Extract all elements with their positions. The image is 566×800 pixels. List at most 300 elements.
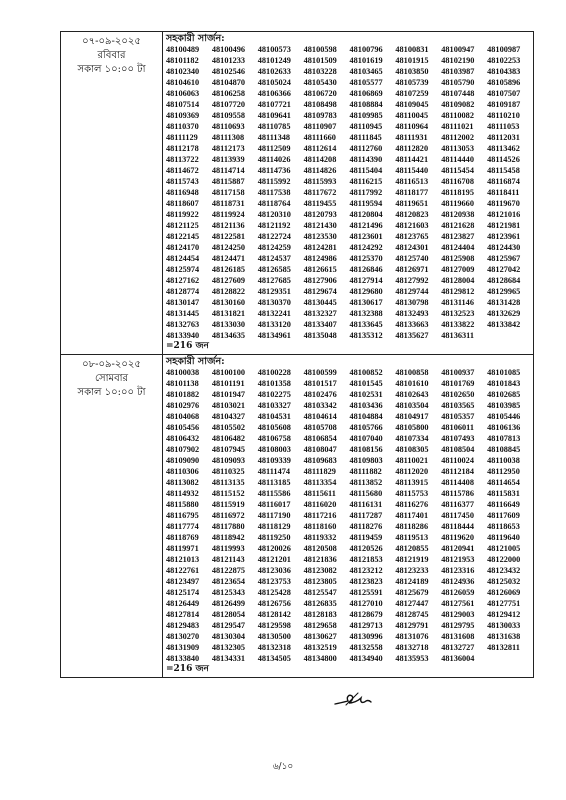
roll-number: 48117158 xyxy=(211,188,245,197)
roll-number: 48114714 xyxy=(211,166,245,175)
roll-number: 48125679 xyxy=(395,588,429,597)
roll-number: 48125740 xyxy=(395,254,429,263)
roll-number: 48115887 xyxy=(211,177,245,186)
roll-number: 48124986 xyxy=(303,254,337,263)
roll-number: 48101138 xyxy=(166,379,199,388)
roll-number: 48102643 xyxy=(395,390,429,399)
roll-number: 48118177 xyxy=(395,188,429,197)
roll-number: 48109683 xyxy=(303,456,337,465)
roll-number: 48116020 xyxy=(303,500,337,509)
roll-number: 48105024 xyxy=(257,78,291,87)
roll-number: 48116649 xyxy=(487,500,520,509)
roll-number: 48106136 xyxy=(487,423,521,432)
roll-number: 48111308 xyxy=(211,133,245,142)
total-count: =216 জন xyxy=(166,664,209,674)
roll-number: 48130500 xyxy=(257,632,291,641)
roll-number: 48107721 xyxy=(257,100,291,109)
roll-list-cell xyxy=(163,355,534,678)
roll-number: 48115680 xyxy=(349,489,383,498)
roll-number: 48117672 xyxy=(303,188,337,197)
roll-number: 48115440 xyxy=(395,166,429,175)
roll-number: 48128004 xyxy=(441,276,475,285)
roll-number: 48130160 xyxy=(211,298,246,307)
roll-number: 48124259 xyxy=(257,243,291,252)
roll-number: 48102275 xyxy=(257,390,291,399)
roll-number: 48101769 xyxy=(441,379,475,388)
roll-number: 48119620 xyxy=(441,533,474,542)
roll-number: 48115919 xyxy=(211,500,245,509)
roll-number: 48119660 xyxy=(441,199,474,208)
roll-number: 48135048 xyxy=(303,331,337,340)
date-cell xyxy=(61,355,163,678)
roll-number: 48128142 xyxy=(257,610,291,619)
roll-number: 48117538 xyxy=(257,188,291,197)
roll-number: 48116795 xyxy=(166,511,199,520)
roll-number: 48112184 xyxy=(441,467,474,476)
roll-number: 48101545 xyxy=(349,379,383,388)
roll-number: 48101249 xyxy=(257,56,291,65)
roll-number: 48108156 xyxy=(349,445,383,454)
roll-number: 48100987 xyxy=(487,45,521,54)
roll-number: 48136311 xyxy=(441,331,474,340)
roll-number: 48123823 xyxy=(349,577,383,586)
roll-number: 48106063 xyxy=(166,89,200,98)
roll-number: 48109369 xyxy=(166,111,200,120)
roll-number: 48102190 xyxy=(441,56,475,65)
roll-number: 48115611 xyxy=(303,489,336,498)
roll-number: 48107945 xyxy=(211,445,246,454)
roll-number: 48116948 xyxy=(166,188,199,197)
roll-number: 48126835 xyxy=(303,599,337,608)
roll-number: 48100858 xyxy=(395,368,429,377)
roll-number: 48123316 xyxy=(441,566,475,575)
roll-number: 48111474 xyxy=(257,467,291,476)
roll-number: 48116972 xyxy=(211,511,245,520)
roll-number: 48123530 xyxy=(303,232,337,241)
roll-number: 48129598 xyxy=(257,621,291,630)
roll-number: 48132763 xyxy=(166,320,200,329)
roll-number: 48113135 xyxy=(211,478,245,487)
roll-number: 48112760 xyxy=(349,144,383,153)
roll-number: 48121125 xyxy=(166,221,199,230)
roll-number: 48111882 xyxy=(349,467,382,476)
schedule-table xyxy=(60,31,534,678)
roll-number: 48100831 xyxy=(395,45,429,54)
roll-number: 48105608 xyxy=(257,423,291,432)
roll-number: 48115152 xyxy=(211,489,245,498)
roll-number: 48111845 xyxy=(349,133,382,142)
roll-number: 48130798 xyxy=(395,298,429,307)
roll-number: 48113852 xyxy=(349,478,383,487)
roll-number: 48110021 xyxy=(395,456,429,465)
roll-number: 48110210 xyxy=(487,111,520,120)
roll-number: 48114408 xyxy=(441,478,474,487)
roll-number: 48109339 xyxy=(257,456,291,465)
roll-number: 48105790 xyxy=(441,78,475,87)
roll-number: 48123036 xyxy=(257,566,291,575)
roll-number: 48108498 xyxy=(303,100,337,109)
roll-number: 48103436 xyxy=(349,401,383,410)
roll-number: 48134331 xyxy=(211,654,246,663)
roll-number: 48125967 xyxy=(487,254,521,263)
roll-number: 48115743 xyxy=(166,177,199,186)
roll-number: 48116377 xyxy=(441,500,474,509)
roll-number: 48107507 xyxy=(487,89,521,98)
roll-number: 48126756 xyxy=(257,599,291,608)
roll-number: 48104068 xyxy=(166,412,200,421)
roll-number: 48126615 xyxy=(303,265,337,274)
roll-number: 48121496 xyxy=(349,221,383,230)
roll-number: 48124292 xyxy=(349,243,383,252)
roll-number: 48124404 xyxy=(441,243,475,252)
roll-number: 48127685 xyxy=(257,276,291,285)
roll-number: 48100947 xyxy=(441,45,475,54)
roll-number: 48133840 xyxy=(166,654,200,663)
roll-number: 48129965 xyxy=(487,287,521,296)
roll-number: 48129744 xyxy=(395,287,429,296)
roll-number: 48101610 xyxy=(395,379,429,388)
roll-number: 48104870 xyxy=(211,78,246,87)
roll-number: 48119513 xyxy=(395,533,429,542)
roll-number: 48132318 xyxy=(257,643,291,652)
roll-number: 48132388 xyxy=(349,309,383,318)
roll-number: 48123961 xyxy=(487,232,521,241)
roll-number: 48103327 xyxy=(257,401,291,410)
roll-number: 48109090 xyxy=(166,456,200,465)
roll-number: 48101182 xyxy=(166,56,199,65)
roll-number: 48127906 xyxy=(303,276,337,285)
roll-number: 48108884 xyxy=(349,100,383,109)
roll-number: 48127992 xyxy=(395,276,429,285)
roll-number: 48101191 xyxy=(211,379,245,388)
roll-number: 48117216 xyxy=(303,511,337,520)
roll-number: 48114390 xyxy=(349,155,383,164)
schedule-row xyxy=(61,355,534,678)
roll-number: 48114026 xyxy=(257,155,291,164)
roll-number: 48134800 xyxy=(303,654,337,663)
roll-grid xyxy=(166,44,530,341)
roll-number: 48121836 xyxy=(303,555,337,564)
roll-list-cell xyxy=(163,32,534,355)
roll-number: 48116131 xyxy=(349,500,383,509)
roll-number: 48133030 xyxy=(211,320,246,329)
roll-number: 48119924 xyxy=(211,210,245,219)
roll-number: 48130370 xyxy=(257,298,291,307)
roll-number: 48107259 xyxy=(395,89,429,98)
roll-number: 48129791 xyxy=(395,621,429,630)
roll-number: 48105446 xyxy=(487,412,521,421)
roll-number: 48128822 xyxy=(211,287,246,296)
roll-number: 48111931 xyxy=(395,133,428,142)
roll-number: 48127009 xyxy=(441,265,475,274)
roll-number: 48118286 xyxy=(395,522,429,531)
roll-number: 48134635 xyxy=(211,331,246,340)
roll-number: 48108305 xyxy=(395,445,429,454)
roll-number: 48113354 xyxy=(303,478,337,487)
roll-number: 48111053 xyxy=(487,122,520,131)
roll-number: 48109093 xyxy=(211,456,246,465)
roll-number: 48123497 xyxy=(166,577,200,586)
roll-number: 48131608 xyxy=(441,632,475,641)
roll-number: 48120026 xyxy=(257,544,291,553)
roll-number: 48108845 xyxy=(487,445,521,454)
roll-number: 48124250 xyxy=(211,243,246,252)
roll-number: 48123601 xyxy=(349,232,383,241)
roll-number: 48109783 xyxy=(303,111,337,120)
roll-number: 48120793 xyxy=(303,210,337,219)
roll-number: 48132727 xyxy=(441,643,475,652)
roll-number: 48103342 xyxy=(303,401,337,410)
roll-number: 48122724 xyxy=(257,232,291,241)
roll-number: 48120941 xyxy=(441,544,475,553)
roll-number: 48105456 xyxy=(166,423,200,432)
roll-number: 48126449 xyxy=(166,599,200,608)
roll-number: 48113082 xyxy=(166,478,199,487)
roll-number: 48106758 xyxy=(257,434,291,443)
roll-number: 48122000 xyxy=(487,555,521,564)
roll-number: 48100852 xyxy=(349,368,383,377)
roll-number: 48130445 xyxy=(303,298,337,307)
roll-number: 48118160 xyxy=(303,522,337,531)
roll-number: 48109558 xyxy=(211,111,246,120)
roll-number: 48110785 xyxy=(257,122,291,131)
roll-number: 48124170 xyxy=(166,243,200,252)
roll-number: 48127561 xyxy=(441,599,475,608)
roll-number: 48115831 xyxy=(487,489,520,498)
roll-number: 48133842 xyxy=(487,320,521,329)
roll-number: 48120804 xyxy=(349,210,383,219)
roll-number: 48125343 xyxy=(211,588,246,597)
roll-number: 48102340 xyxy=(166,67,200,76)
roll-number: 48131821 xyxy=(211,309,246,318)
roll-number: 48115993 xyxy=(303,177,337,186)
roll-number: 48129547 xyxy=(211,621,246,630)
roll-number: 48132718 xyxy=(395,643,429,652)
roll-number: 48121136 xyxy=(211,221,245,230)
roll-number: 48121013 xyxy=(166,555,200,564)
roll-number: 48109803 xyxy=(349,456,383,465)
roll-number: 48127751 xyxy=(487,599,521,608)
exam-time: সকাল ১০:০০ টা xyxy=(77,387,146,398)
roll-number: 48133407 xyxy=(303,320,337,329)
roll-number: 48129795 xyxy=(441,621,475,630)
roll-number: 48127447 xyxy=(395,599,429,608)
roll-number: 48100496 xyxy=(211,45,246,54)
roll-number: 48105800 xyxy=(395,423,429,432)
roll-number: 48124189 xyxy=(395,577,429,586)
roll-number: 48110325 xyxy=(211,467,245,476)
roll-number: 48101233 xyxy=(211,56,246,65)
roll-number: 48129003 xyxy=(441,610,475,619)
roll-number: 48112509 xyxy=(257,144,291,153)
roll-number: 48134961 xyxy=(257,331,291,340)
roll-number: 48104884 xyxy=(349,412,383,421)
roll-number: 48131428 xyxy=(487,298,521,307)
roll-number: 48114421 xyxy=(395,155,429,164)
roll-number: 48117609 xyxy=(487,511,520,520)
roll-number: 48105766 xyxy=(349,423,383,432)
roll-number: 48115786 xyxy=(441,489,474,498)
roll-number: 48103565 xyxy=(441,401,475,410)
roll-number: 48119459 xyxy=(349,533,383,542)
roll-number: 48130627 xyxy=(303,632,337,641)
roll-number: 48114826 xyxy=(303,166,337,175)
roll-number: 48128745 xyxy=(395,610,429,619)
roll-number: 48133940 xyxy=(166,331,200,340)
roll-number: 48126069 xyxy=(487,588,521,597)
roll-number: 48100489 xyxy=(166,45,200,54)
roll-number: 48132327 xyxy=(303,309,337,318)
roll-number: 48133120 xyxy=(257,320,291,329)
roll-number: 48127162 xyxy=(166,276,200,285)
roll-number: 48100796 xyxy=(349,45,383,54)
total-count: =216 জন xyxy=(166,341,209,351)
roll-number: 48111021 xyxy=(441,122,474,131)
roll-number: 48123753 xyxy=(257,577,291,586)
roll-number: 48131146 xyxy=(441,298,474,307)
roll-number: 48109045 xyxy=(395,100,429,109)
roll-number: 48125032 xyxy=(487,577,521,586)
roll-number: 48129713 xyxy=(349,621,383,630)
roll-number: 48103228 xyxy=(303,67,337,76)
roll-number: 48119640 xyxy=(487,533,520,542)
roll-number: 48110693 xyxy=(211,122,245,131)
roll-number: 48129680 xyxy=(349,287,383,296)
roll-number: 48100573 xyxy=(257,45,291,54)
roll-number: 48130033 xyxy=(487,621,521,630)
exam-date: ০৭-০৯-২০২৫ xyxy=(82,36,141,47)
roll-number: 48107493 xyxy=(441,434,475,443)
roll-number: 48104917 xyxy=(395,412,429,421)
roll-number: 48114654 xyxy=(487,478,520,487)
roll-number: 48107720 xyxy=(211,100,246,109)
roll-number: 48130617 xyxy=(349,298,383,307)
roll-number: 48106854 xyxy=(303,434,337,443)
roll-number: 48125591 xyxy=(349,588,383,597)
roll-number: 48129812 xyxy=(441,287,475,296)
roll-number: 48121005 xyxy=(487,544,521,553)
roll-number: 48103465 xyxy=(349,67,383,76)
roll-number: 48119455 xyxy=(303,199,337,208)
roll-number: 48116215 xyxy=(349,177,383,186)
roll-number: 48102650 xyxy=(441,390,475,399)
roll-number: 48112002 xyxy=(441,133,474,142)
roll-number: 48114440 xyxy=(441,155,474,164)
roll-number: 48114526 xyxy=(487,155,520,164)
roll-number: 48123654 xyxy=(211,577,246,586)
roll-number: 48110370 xyxy=(166,122,199,131)
roll-number: 48108003 xyxy=(257,445,291,454)
roll-number: 48101947 xyxy=(211,390,246,399)
roll-number: 48121919 xyxy=(395,555,429,564)
roll-number: 48107334 xyxy=(395,434,429,443)
roll-number: 48124301 xyxy=(395,243,429,252)
roll-number: 48106482 xyxy=(211,434,246,443)
roll-number: 48113462 xyxy=(487,144,520,153)
roll-number: 48125370 xyxy=(349,254,383,263)
roll-number: 48117287 xyxy=(349,511,383,520)
roll-number: 48112031 xyxy=(487,133,520,142)
roll-number: 48100228 xyxy=(257,368,291,377)
roll-number: 48131909 xyxy=(166,643,200,652)
roll-number: 48135627 xyxy=(395,331,429,340)
roll-number: 48104610 xyxy=(166,78,200,87)
roll-number: 48127609 xyxy=(211,276,246,285)
roll-number: 48110045 xyxy=(395,111,429,120)
roll-number: 48124936 xyxy=(441,577,475,586)
roll-number: 48115458 xyxy=(487,166,520,175)
roll-number: 48102685 xyxy=(487,390,521,399)
roll-number: 48135953 xyxy=(395,654,429,663)
roll-number: 48101915 xyxy=(395,56,429,65)
roll-number: 48115404 xyxy=(349,166,383,175)
roll-number: 48109641 xyxy=(257,111,291,120)
roll-number: 48130304 xyxy=(211,632,246,641)
roll-number: 48132305 xyxy=(211,643,246,652)
roll-number: 48105357 xyxy=(441,412,475,421)
roll-number: 48113722 xyxy=(166,155,199,164)
roll-number: 48126499 xyxy=(211,599,246,608)
roll-number: 48105739 xyxy=(395,78,429,87)
roll-number: 48110024 xyxy=(441,456,474,465)
roll-number: 48122761 xyxy=(166,566,200,575)
exam-date: ০৮-০৯-২০২৫ xyxy=(82,359,141,370)
roll-number: 48123765 xyxy=(395,232,429,241)
roll-number: 48105896 xyxy=(487,78,521,87)
roll-number: 48109187 xyxy=(487,100,521,109)
roll-number: 48114672 xyxy=(166,166,199,175)
roll-number: 48119993 xyxy=(211,544,245,553)
roll-number: 48106366 xyxy=(257,89,291,98)
roll-number: 48101509 xyxy=(303,56,337,65)
roll-number: 48121603 xyxy=(395,221,429,230)
roll-number: 48126585 xyxy=(257,265,291,274)
roll-number: 48123827 xyxy=(441,232,475,241)
roll-number: 48110082 xyxy=(441,111,474,120)
roll-number: 48114208 xyxy=(303,155,337,164)
roll-number: 48131445 xyxy=(166,309,200,318)
roll-number: 48115454 xyxy=(441,166,474,175)
roll-number: 48114932 xyxy=(166,489,199,498)
roll-number: 48116276 xyxy=(395,500,429,509)
roll-number: 48110038 xyxy=(487,456,520,465)
roll-number: 48125974 xyxy=(166,265,200,274)
roll-number: 48112173 xyxy=(211,144,245,153)
rank-heading: সহকারী সার্জন: xyxy=(166,356,225,367)
roll-number: 48118411 xyxy=(487,188,520,197)
roll-number: 48128054 xyxy=(211,610,246,619)
roll-number: 48112020 xyxy=(395,467,429,476)
roll-number: 48119651 xyxy=(395,199,429,208)
roll-number: 48125547 xyxy=(303,588,337,597)
roll-number: 48131076 xyxy=(395,632,429,641)
page-number: ৬/১০ xyxy=(272,762,294,772)
roll-number: 48106432 xyxy=(166,434,200,443)
roll-number: 48118607 xyxy=(166,199,199,208)
roll-number: 48100937 xyxy=(441,368,475,377)
roll-number: 48115880 xyxy=(166,500,199,509)
rank-heading: সহকারী সার্জন: xyxy=(166,33,225,44)
roll-number: 48110945 xyxy=(349,122,383,131)
roll-number: 48102531 xyxy=(349,390,383,399)
roll-number: 48129351 xyxy=(257,287,291,296)
roll-number: 48120526 xyxy=(349,544,383,553)
roll-number: 48105708 xyxy=(303,423,337,432)
roll-number: 48124430 xyxy=(487,243,521,252)
roll-number: 48111660 xyxy=(303,133,336,142)
roll-number: 48107514 xyxy=(166,100,200,109)
roll-number: 48115992 xyxy=(257,177,291,186)
